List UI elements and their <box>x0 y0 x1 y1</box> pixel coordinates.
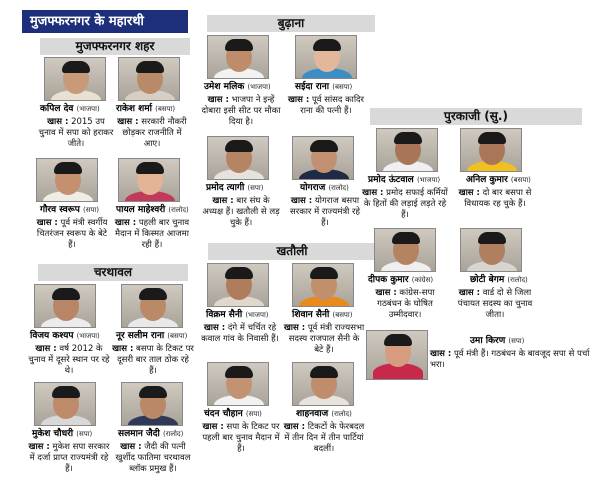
candidate-party: (रालोद) <box>162 430 184 438</box>
candidate-description <box>454 188 536 210</box>
desc-label: खास : <box>35 344 57 354</box>
desc-text: पूर्व मंत्री हैं। गठबंधन के बावजूद सपा से पर्चा भरा। <box>430 349 590 370</box>
desc-label: खास : <box>117 117 139 127</box>
candidate-name <box>466 174 531 186</box>
candidate-name <box>368 174 440 186</box>
candidate-party: (बसपा) <box>332 311 353 319</box>
candidate-description <box>452 288 538 321</box>
portrait-hair <box>52 288 80 300</box>
portrait-hair <box>384 334 412 346</box>
desc-text: वार्ड दो से जिला पंचायत सदस्य का चुनाव जीता। <box>457 288 533 320</box>
candidate-description <box>112 344 194 377</box>
candidate-description <box>38 117 114 150</box>
candidate-party: (बसपा) <box>510 176 531 184</box>
candidate-name <box>116 330 187 342</box>
candidate-description <box>285 196 365 229</box>
candidate-name <box>292 309 352 321</box>
candidate-name-text: शाहनवाज <box>296 409 329 419</box>
candidate-description <box>201 95 281 128</box>
candidate-party: (रालोद) <box>328 184 349 192</box>
portrait-hair <box>392 232 420 244</box>
candidate-name <box>30 330 100 342</box>
candidate-party: (बसपा) <box>155 105 176 113</box>
desc-label: खास : <box>114 218 137 228</box>
candidate-description <box>362 188 448 221</box>
desc-label: खास : <box>290 196 313 206</box>
portrait-hair <box>394 132 422 144</box>
desc-text: दो बार बसपा से विधायक रह चुके हैं। <box>464 188 532 209</box>
candidate-name-text: विजय कश्यप <box>30 331 74 341</box>
portrait-hair <box>136 162 164 174</box>
candidate-photo <box>121 284 183 328</box>
candidate-photo <box>207 263 269 307</box>
desc-label: खास : <box>203 323 226 333</box>
desc-label: खास : <box>36 218 58 228</box>
candidate-name <box>368 274 433 286</box>
desc-label: खास : <box>120 442 142 452</box>
candidate-photo <box>34 284 96 328</box>
desc-label: खास : <box>430 349 452 359</box>
candidate-description <box>32 218 112 251</box>
candidate-photo <box>366 330 428 380</box>
desc-label: खास : <box>375 288 397 298</box>
candidate-name <box>204 408 262 420</box>
candidate-description <box>286 95 366 117</box>
desc-text: जैदी की पत्नी खुर्शीद फातिमा चरथावल ब्लॉक प्रमुख हैं। <box>115 442 191 474</box>
candidate-name-text: मुकेश चौधरी <box>32 429 74 439</box>
portrait-hair <box>310 366 338 378</box>
candidate-party: (रालोद) <box>507 276 528 284</box>
desc-text: पूर्व मंत्री राज्यसभा सदस्य राजपाल सैनी के बेटे हैं। <box>288 323 365 355</box>
desc-label: खास : <box>112 344 134 354</box>
candidate-name-text: चंदन चौहान <box>204 409 243 419</box>
section-header-budhana: बुढ़ाना <box>207 15 375 32</box>
candidate-photo <box>292 362 354 406</box>
candidate-name <box>204 81 271 93</box>
candidate-photo <box>374 228 436 272</box>
candidate-name-text: छोटी बेगम <box>470 275 505 285</box>
portrait-hair <box>478 132 506 144</box>
desc-text: प्रमोद सफाई कर्मियों के हितों की लड़ाई लड़ते रहे हैं। <box>363 188 448 220</box>
candidate-name <box>40 103 100 115</box>
candidate-party: (रालोद) <box>331 410 352 418</box>
candidate-name <box>300 182 349 194</box>
portrait-hair <box>225 39 253 51</box>
candidate-photo <box>207 35 269 79</box>
candidate-description <box>362 288 448 321</box>
portrait-hair <box>310 140 338 152</box>
desc-text: पूर्व सांसद कादिर राना की पत्नी हैं। <box>300 95 365 116</box>
desc-text: दंगे में चर्चित रहे कवाल गांव के निवासी हैं। <box>201 323 279 344</box>
candidate-name <box>32 428 92 440</box>
section-header-charthawal: चरथावल <box>38 264 188 281</box>
candidate-description <box>200 323 280 345</box>
candidate-name-text: दीपक कुमार <box>368 275 409 285</box>
candidate-name-text: राकेश शर्मा <box>116 104 153 114</box>
candidate-party: (रालोद) <box>168 206 189 214</box>
portrait-hair <box>313 39 341 51</box>
candidate-description <box>200 422 282 455</box>
portrait-hair <box>225 267 253 279</box>
candidate-photo <box>207 362 269 406</box>
candidate-party: (भाजपा) <box>76 332 100 340</box>
candidate-name-text: प्रमोद ऊंटवाल <box>368 175 414 185</box>
candidate-party: (भाजपा) <box>247 83 271 91</box>
candidate-name-text: शिवान सैनी <box>292 310 330 320</box>
candidate-name <box>118 428 183 440</box>
desc-text: पहली बार चुनाव मैदान में किस्मत आजमा रही हैं। <box>115 218 190 250</box>
desc-label: खास : <box>458 288 481 298</box>
desc-text: टिकटों के फेरबदल में तीन दिन में तीन पार्टियां बदलीं। <box>284 422 365 454</box>
candidate-party: (सपा) <box>76 430 93 438</box>
desc-text: पूर्व मंत्री स्वर्गीय चितरंजन स्वरूप के बेटे हैं। <box>36 218 108 250</box>
portrait-hair <box>52 386 80 398</box>
desc-label: खास : <box>207 95 229 105</box>
candidate-party: (सपा) <box>247 184 264 192</box>
desc-text: बसपा के टिकट पर दूसरी बार ताल ठोक रहे हैं। <box>117 344 194 376</box>
candidate-description <box>430 349 594 371</box>
candidate-photo <box>292 136 354 180</box>
candidate-description <box>26 344 112 377</box>
desc-text: सपा के टिकट पर पहली बार चुनाव मैदान में हैं। <box>202 422 280 454</box>
candidate-name <box>296 408 352 420</box>
candidate-description <box>26 442 112 475</box>
desc-label: खास : <box>202 422 224 432</box>
page-banner: मुजफ्फरनगर के महारथी <box>22 10 188 33</box>
portrait-hair <box>225 366 253 378</box>
candidate-name <box>295 81 352 93</box>
candidate-description <box>113 117 191 150</box>
candidate-photo <box>460 228 522 272</box>
candidate-name-text: उमेश मलिक <box>204 82 245 92</box>
candidate-description <box>112 442 194 475</box>
candidate-name-text: कपिल देव <box>40 104 74 114</box>
desc-text: वर्ष 2012 के चुनाव में दूसरे स्थान पर रहे थे। <box>28 344 110 376</box>
desc-label: खास : <box>47 117 69 127</box>
candidate-party: (सपा) <box>508 337 525 345</box>
desc-text: बार संघ के अध्यक्ष हैं। खतौली से लड़ चुके हैं। <box>202 196 280 228</box>
desc-text: मुकेश सपा सरकार में दर्जा प्राप्त राज्यमंत्री रहे हैं। <box>29 442 110 474</box>
desc-label: खास : <box>287 95 310 105</box>
candidate-description <box>112 218 192 251</box>
candidate-party: (सपा) <box>82 206 99 214</box>
candidate-name-text: अनिल कुमार <box>466 175 508 185</box>
candidate-name <box>116 204 189 216</box>
portrait-hair <box>139 386 167 398</box>
section-header-khatauli: खतौली <box>208 243 376 260</box>
candidate-name-text: गौरव स्वरूप <box>40 205 80 215</box>
candidate-name-text: योगराज <box>300 183 326 193</box>
candidate-description <box>283 323 365 356</box>
desc-label: खास : <box>283 323 306 333</box>
candidate-name <box>470 335 524 347</box>
candidate-photo <box>118 57 180 101</box>
desc-label: खास : <box>212 196 234 206</box>
candidate-name-text: सईदा राना <box>295 82 330 92</box>
candidate-name-text: पायल माहेश्वरी <box>116 205 166 215</box>
desc-text: योगराज बसपा सरकार में राज्यमंत्री रहे हैं। <box>289 196 361 228</box>
desc-label: खास : <box>458 188 480 198</box>
desc-label: खास : <box>28 442 50 452</box>
candidate-party: (बसपा) <box>167 332 188 340</box>
candidate-name-text: नूर सलीम राना <box>116 331 165 341</box>
portrait-hair <box>225 140 253 152</box>
portrait-hair <box>136 61 164 73</box>
candidate-party: (भाजपा) <box>76 105 100 113</box>
candidate-photo <box>44 57 106 101</box>
section-header-purkazi: पुरकाजी (सु.) <box>370 108 582 125</box>
candidate-party: (भाजपा) <box>245 311 269 319</box>
desc-text: भाजपा ने इन्हें दोबारा इसी सीट पर मौका दिया है। <box>201 95 281 127</box>
candidate-party: (सपा) <box>245 410 262 418</box>
portrait-hair <box>310 267 338 279</box>
candidate-name <box>206 182 263 194</box>
candidate-name <box>470 274 528 286</box>
desc-label: खास : <box>283 422 305 432</box>
portrait-hair <box>54 162 82 174</box>
portrait-hair <box>62 61 90 73</box>
portrait-hair <box>478 232 506 244</box>
candidate-description <box>283 422 365 455</box>
candidate-photo <box>36 158 98 202</box>
portrait-hair <box>139 288 167 300</box>
desc-text: 2015 उप चुनाव में सपा को हराकर जीते। <box>38 117 114 149</box>
desc-text: कांग्रेस-सपा गठबंधन के घोषित उम्मीदवार। <box>377 288 435 320</box>
candidate-party: (कांग्रेस) <box>411 276 434 284</box>
candidate-photo <box>34 382 96 426</box>
candidate-photo <box>121 382 183 426</box>
candidate-photo <box>460 128 522 172</box>
candidate-photo <box>118 158 180 202</box>
candidate-photo <box>376 128 438 172</box>
candidate-name-text: उमा किरण <box>470 336 506 346</box>
candidate-name <box>206 309 269 321</box>
desc-label: खास : <box>362 188 384 198</box>
section-header-muzaffarnagar: मुजफ्फरनगर शहर <box>40 38 190 55</box>
candidate-description <box>201 196 281 229</box>
candidate-photo <box>292 263 354 307</box>
candidate-name-text: विक्रम सैनी <box>206 310 243 320</box>
candidate-photo <box>207 136 269 180</box>
candidate-party: (भाजपा) <box>416 176 441 184</box>
candidate-party: (बसपा) <box>332 83 353 91</box>
candidate-photo <box>295 35 357 79</box>
candidate-name-text: सलमान जैदी <box>118 429 160 439</box>
desc-text: सरकारी नौकरी छोड़कर राजनीति में आए। <box>122 117 187 149</box>
candidate-name <box>116 103 175 115</box>
candidate-name-text: प्रमोद त्यागी <box>206 183 245 193</box>
candidate-name <box>40 204 99 216</box>
